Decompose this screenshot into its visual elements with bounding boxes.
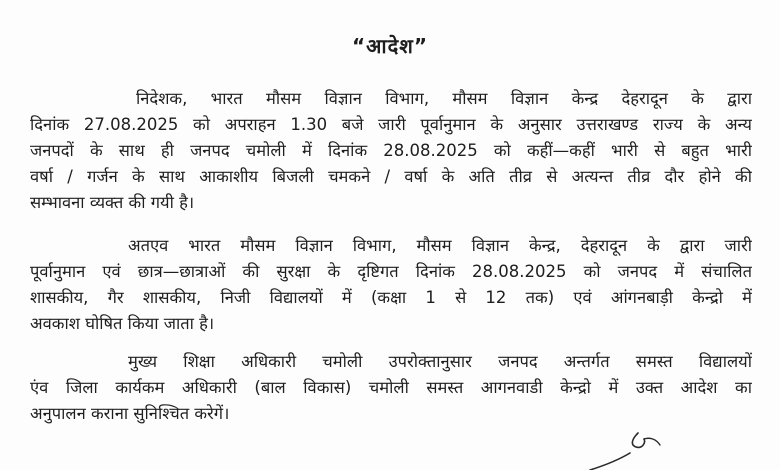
paragraph-line: दिनांक 27.08.2025 को अपराहन 1.30 बजे जारी पूर्वानुमान के अनुसार उत्तराखण्ड राज्य के अन्य <box>30 115 752 134</box>
paragraph-line: शासकीय, गैर शासकीय, निजी विद्यालयों में (कक्षा 1 से 12 तक) एवं आंगनबाड़ी केन्द्रो में <box>30 288 752 307</box>
paragraph-line: अवकाश घोषित किया जाता है। <box>30 314 215 333</box>
paragraph-line: एंव जिला कार्यकम अधिकारी (बाल विकास) चमोली समस्त आगनवाडी केन्द्रो में उक्त आदेश का <box>30 378 752 397</box>
paragraph-line: पूर्वानुमान एवं छात्र—छात्राओं की सुरक्षा के दृष्टिगत दिनांक 28.08.2025 को जनपद में संचालित <box>30 262 752 281</box>
signature-icon <box>560 415 680 470</box>
paragraph-line: अतएव भारत मौसम विज्ञान विभाग, मौसम विज्ञान केन्द्र, देहरादून के द्वारा जारी <box>128 236 752 255</box>
paragraph-line: जनपदों के साथ ही जनपद चमोली में दिनांक 28.08.2025 को कहीं—कहीं भारी से बहुत भारी <box>30 141 752 160</box>
paragraph-line: वर्षा / गर्जन के साथ आकाशीय बिजली चमकने / वर्षा के अति तीव्र से अत्यन्त तीव्र दौर होने की <box>30 167 752 186</box>
paragraph-line: अनुपालन कराना सुनिश्चित करेगें। <box>30 404 230 423</box>
paragraph-weather-forecast <box>30 86 752 216</box>
paragraph-line: सम्भावना व्यक्त की गयी है। <box>30 193 195 212</box>
paragraph-holiday-declaration <box>30 233 752 337</box>
order-title: “आदेश” <box>352 34 428 58</box>
paragraph-line: निदेशक, भारत मौसम विज्ञान विभाग, मौसम विज्ञान केन्द्र देहरादून के द्वारा <box>136 89 752 108</box>
paragraph-line: मुख्य शिक्षा अधिकारी चमोली उपरोक्तानुसार जनपद अन्तर्गत समस्त विद्यालयों <box>128 352 752 371</box>
